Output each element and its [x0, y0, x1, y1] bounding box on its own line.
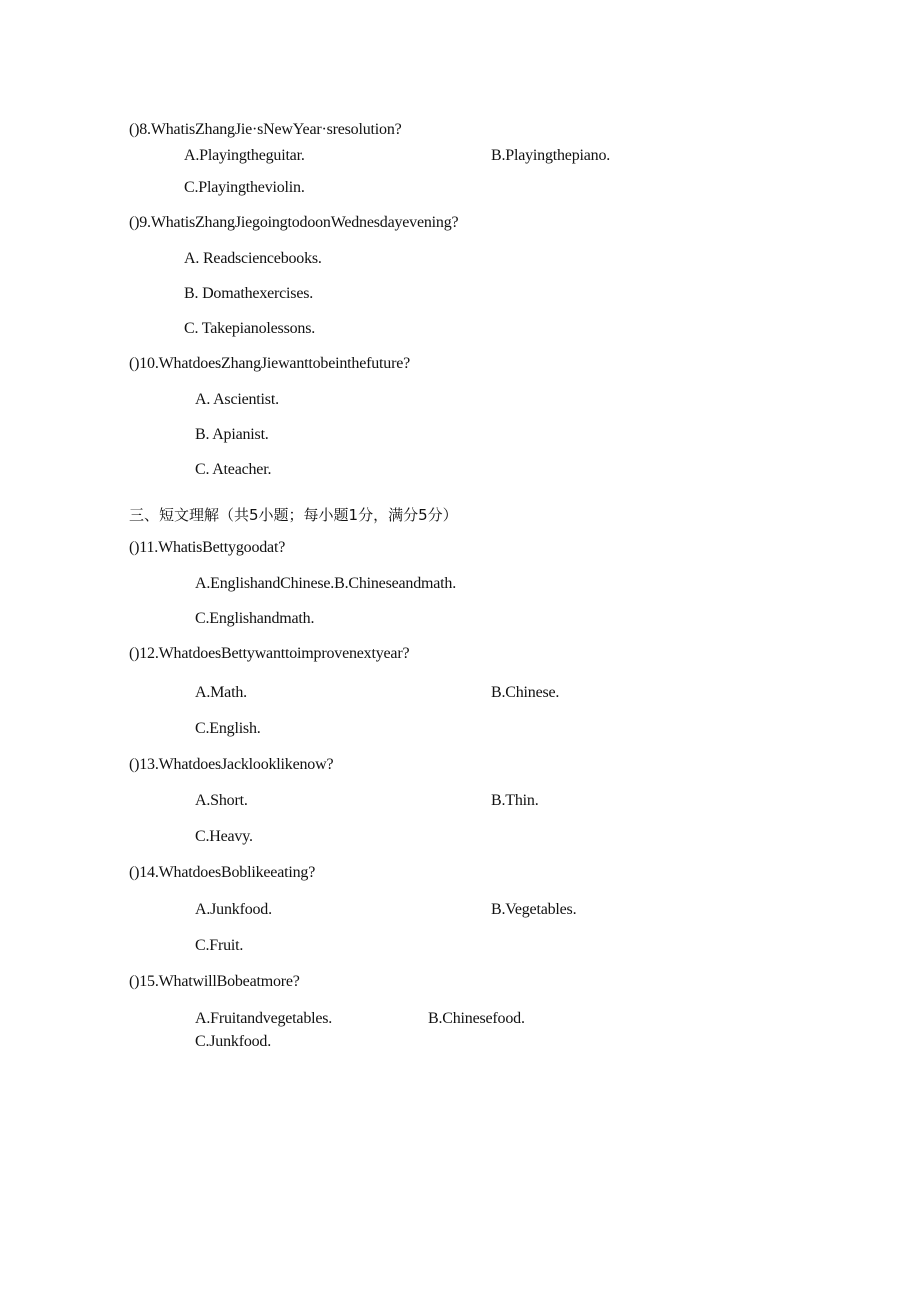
- question-15: ()15.WhatwillBobeatmore?: [129, 973, 300, 990]
- q15-option-b: B.Chinesefood.: [428, 1010, 525, 1027]
- q10-option-a: A. Ascientist.: [195, 391, 279, 408]
- q8-option-c: C.Playingtheviolin.: [184, 179, 305, 196]
- question-9: ()9.WhatisZhangJiegoingtodoonWednesdayevening?: [129, 214, 459, 231]
- question-14: ()14.WhatdoesBoblikeeating?: [129, 864, 316, 881]
- q15-option-c: C.Junkfood.: [195, 1033, 272, 1050]
- section-3-heading: 三、短文理解（共5小题；每小题1分，满分5分）: [129, 506, 458, 524]
- q9-option-b: B. Domathexercises.: [184, 285, 314, 302]
- q8-option-a: A.Playingtheguitar.: [184, 147, 305, 164]
- q10-option-c: C. Ateacher.: [195, 461, 272, 478]
- q14-option-a: A.Junkfood.: [195, 901, 272, 918]
- q9-option-a: A. Readsciencebooks.: [184, 250, 322, 267]
- q13-option-a: A.Short.: [195, 792, 248, 809]
- q13-option-b: B.Thin.: [491, 792, 539, 809]
- question-13: ()13.WhatdoesJacklooklikenow?: [129, 756, 334, 773]
- q12-option-c: C.English.: [195, 720, 261, 737]
- q10-option-b: B. Apianist.: [195, 426, 269, 443]
- q11-options-ab: A.EnglishandChinese.B.Chineseandmath.: [195, 575, 457, 592]
- q9-option-c: C. Takepianolessons.: [184, 320, 316, 337]
- q8-option-b: B.Playingthepiano.: [491, 147, 611, 164]
- q13-option-c: C.Heavy.: [195, 828, 253, 845]
- question-12: ()12.WhatdoesBettywanttoimprovenextyear?: [129, 645, 410, 662]
- q14-option-c: C.Fruit.: [195, 937, 244, 954]
- q12-option-b: B.Chinese.: [491, 684, 560, 701]
- q14-option-b: B.Vegetables.: [491, 901, 577, 918]
- question-10: ()10.WhatdoesZhangJiewanttobeinthefuture?: [129, 355, 411, 372]
- q15-option-a: A.Fruitandvegetables.: [195, 1010, 333, 1027]
- question-8: ()8.WhatisZhangJie·sNewYear·sresolution?: [129, 121, 402, 138]
- q12-option-a: A.Math.: [195, 684, 247, 701]
- q11-option-c: C.Englishandmath.: [195, 610, 315, 627]
- question-11: ()11.WhatisBettygoodat?: [129, 539, 286, 556]
